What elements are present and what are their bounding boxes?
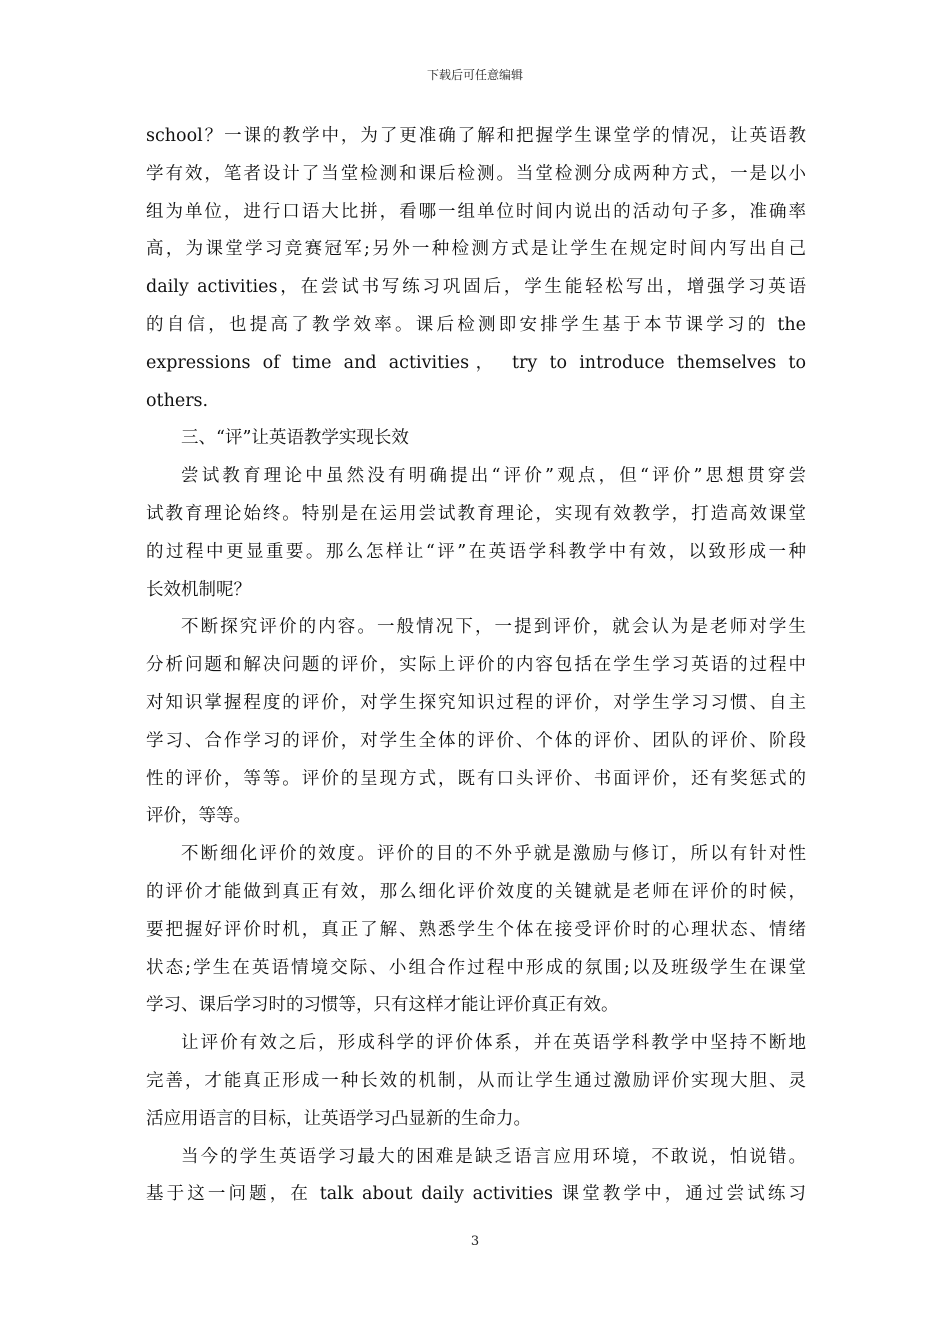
page-header: 下载后可任意编辑	[426, 68, 523, 82]
text-line: daily activities，在尝试书写练习巩固后，学生能轻松写出，增强学习英语	[146, 277, 806, 298]
text-line: 学有效，笔者设计了当堂检测和课后检测。当堂检测分成两种方式，一是以小	[146, 163, 806, 184]
text-line: others.	[146, 390, 209, 411]
text-line: expressions of time and activities， try to introduce themselves to	[146, 352, 806, 373]
text-line: 性的评价，等等。评价的呈现方式，既有口头评价、书面评价，还有奖惩式的	[146, 768, 806, 789]
text-line: 分析问题和解决问题的评价，实际上评价的内容包括在学生学习英语的过程中	[146, 655, 806, 676]
text-line: 长效机制呢？	[146, 579, 251, 600]
text-line: 不断细化评价的效度。评价的目的不外乎就是激励与修订，所以有针对性	[181, 844, 806, 865]
text-line: 状态;学生在英语情境交际、小组合作过程中形成的氛围;以及班级学生在课堂	[146, 957, 806, 978]
text-line: 三、“评”让英语教学实现长效	[181, 428, 409, 449]
text-line: 活应用语言的目标，让英语学习凸显新的生命力。	[146, 1108, 531, 1129]
text-line: 高，为课堂学习竞赛冠军;另外一种检测方式是让学生在规定时间内写出自己	[146, 239, 806, 260]
text-line: 的自信，也提高了教学效率。课后检测即安排学生基于本节课学习的 the	[146, 314, 806, 335]
text-line: 的过程中更显重要。那么怎样让“评”在英语学科教学中有效，以致形成一种	[146, 541, 806, 562]
text-line: school？一课的教学中，为了更准确了解和把握学生课堂学的情况，让英语教	[146, 126, 806, 146]
text-line: 让评价有效之后，形成科学的评价体系，并在英语学科教学中坚持不断地	[181, 1033, 806, 1054]
text-line: 学习、课后学习时的习惯等，只有这样才能让评价真正有效。	[146, 995, 619, 1016]
text-line: 要把握好评价时机，真正了解、熟悉学生个体在接受评价时的心理状态、情绪	[146, 919, 806, 940]
text-line: 基于这一问题，在 talk about daily activities 课堂教学中，通过尝试练习	[146, 1184, 806, 1205]
text-line: 对知识掌握程度的评价，对学生探究知识过程的评价，对学生学习习惯、自主	[146, 692, 806, 713]
text-line: 尝试教育理论中虽然没有明确提出“评价”观点，但“评价”思想贯穿尝	[181, 466, 806, 487]
text-line: 评价，等等。	[146, 806, 251, 827]
text-line: 的评价才能做到真正有效，那么细化评价效度的关键就是老师在评价的时候，	[146, 881, 806, 902]
text-line: 完善，才能真正形成一种长效的机制，从而让学生通过激励评价实现大胆、灵	[146, 1070, 806, 1091]
text-line: 学习、合作学习的评价，对学生全体的评价、个体的评价、团队的评价、阶段	[146, 730, 806, 751]
text-line: 当今的学生英语学习最大的困难是缺乏语言应用环境，不敢说，怕说错。	[181, 1146, 806, 1167]
document-body	[146, 118, 806, 1214]
text-line: 不断探究评价的内容。一般情况下，一提到评价，就会认为是老师对学生	[181, 617, 806, 638]
page-number: 3	[470, 1234, 480, 1249]
text-line: 组为单位，进行口语大比拼，看哪一组单位时间内说出的活动句子多，准确率	[146, 201, 806, 222]
text-line: 试教育理论始终。特别是在运用尝试教育理论，实现有效教学，打造高效课堂	[146, 503, 806, 524]
